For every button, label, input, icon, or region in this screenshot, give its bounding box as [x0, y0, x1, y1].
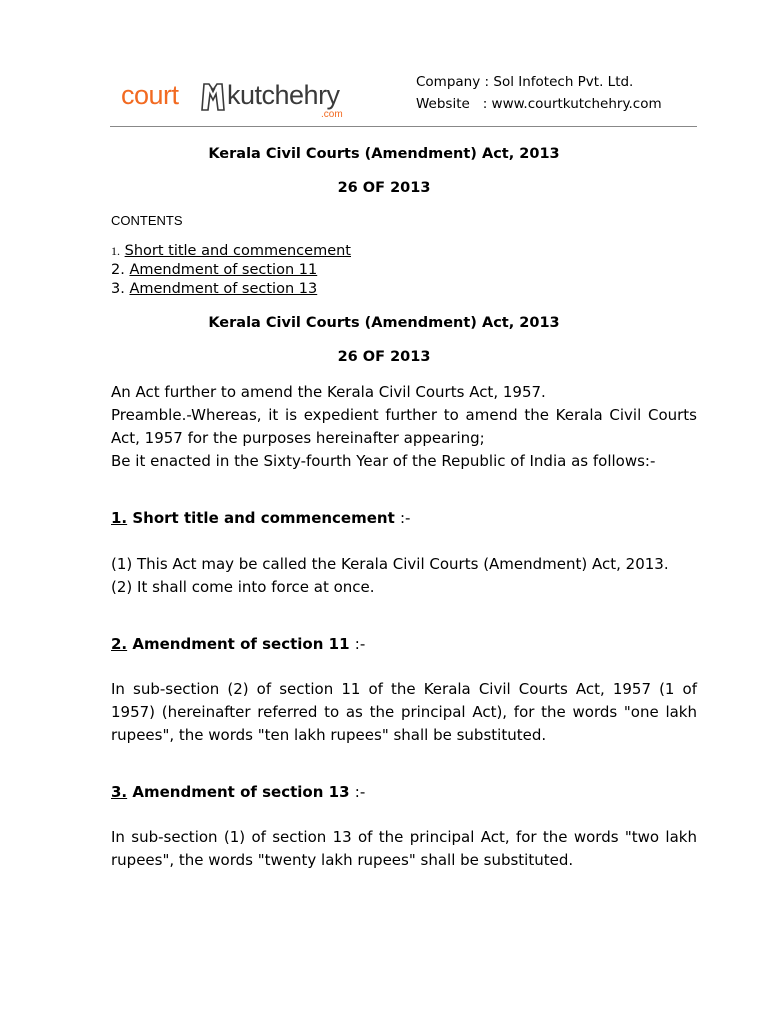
act-number-repeat: 26 OF 2013 — [337, 349, 431, 365]
enactment-clause: Be it enacted in the Sixty-fourth Year of the Republic of India as follows:- — [111, 452, 656, 470]
website-value[interactable]: www.courtkutchehry.com — [491, 96, 662, 112]
section-body — [111, 826, 697, 872]
preamble-text: Preamble.-Whereas, it is expedient further to amend the Kerala Civil Courts Act, 1957 for the purposes hereinafter appearing; — [111, 406, 697, 447]
section-title: Short title and commencement — [132, 509, 395, 527]
preamble — [111, 381, 697, 473]
section-suffix: :- — [354, 783, 366, 801]
section-heading — [111, 509, 410, 527]
sub-section: (1) This Act may be called the Kerala Civil Courts (Amendment) Act, 2013. — [111, 555, 669, 573]
section-number: 1. — [111, 509, 128, 527]
section-suffix: :- — [400, 509, 411, 527]
sub-section: (2) It shall come into force at once. — [111, 578, 375, 596]
sub-section: In sub-section (1) of section 13 of the principal Act, for the words "two lakh rupees", the words "twenty lakh rupees" shall be substituted. — [111, 828, 697, 869]
section-title: Amendment of section 11 — [132, 635, 350, 653]
toc-link-section-13[interactable]: Amendment of section 13 — [129, 281, 318, 297]
section-number: 2. — [111, 635, 128, 653]
website-row: Website : www.courtkutchehry.com — [416, 96, 662, 112]
website-label: Website — [416, 96, 470, 112]
company-label: Company — [416, 74, 481, 90]
lawyer-gown-icon — [200, 82, 226, 112]
header-divider — [110, 126, 697, 127]
document-title: Kerala Civil Courts (Amendment) Act, 2013 — [208, 146, 560, 162]
toc-item — [111, 243, 351, 259]
toc-item-number: 2. — [111, 262, 125, 278]
long-title: An Act further to amend the Kerala Civil Courts Act, 1957. — [111, 383, 546, 401]
company-value: Sol Infotech Pvt. Ltd. — [493, 74, 634, 90]
company-row: Company : Sol Infotech Pvt. Ltd. — [416, 74, 634, 90]
sub-section: In sub-section (2) of section 11 of the Kerala Civil Courts Act, 1957 (1 of 1957) (hereinafter referred to as the principal Act), for the words "one lakh rupees", the words "ten lakh rupees" shall be substituted. — [111, 680, 697, 744]
toc-item — [111, 262, 317, 278]
act-number: 26 OF 2013 — [337, 180, 431, 196]
section-title: Amendment of section 13 — [132, 783, 350, 801]
section-number: 3. — [111, 783, 128, 801]
toc-item-number: 3. — [111, 281, 125, 297]
company-info — [416, 71, 662, 115]
toc-item-number: 1. — [111, 244, 120, 258]
section-suffix: :- — [354, 635, 366, 653]
section-heading — [111, 635, 365, 653]
document-title-repeat: Kerala Civil Courts (Amendment) Act, 2013 — [208, 315, 560, 331]
logo-dotcom-text: .com — [321, 109, 343, 120]
courtkutchehry-logo — [121, 80, 371, 126]
contents-heading: CONTENTS — [111, 213, 183, 228]
toc-item — [111, 281, 317, 297]
section-body — [111, 678, 697, 747]
section-heading — [111, 783, 365, 801]
section-body — [111, 553, 697, 599]
logo-court-text: court — [121, 80, 179, 110]
toc-link-section-11[interactable]: Amendment of section 11 — [129, 262, 318, 278]
logo-kutchehry-text: kutchehry — [227, 80, 340, 110]
toc-link-short-title[interactable]: Short title and commencement — [124, 243, 351, 259]
